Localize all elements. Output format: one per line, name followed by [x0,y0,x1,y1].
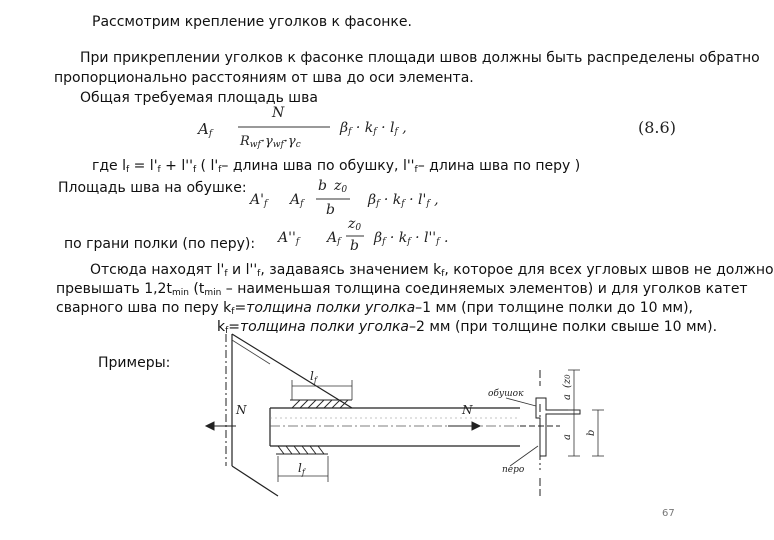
label-b: b [586,429,597,436]
eq2-numerator: b $z_0$ [318,178,348,195]
weld-butt-hatching [290,400,352,408]
intro-line: Рассмотрим крепление уголков к фасонке. [92,14,412,30]
eq3-coef: $A_f$ [327,230,341,247]
eq2-coef: $A_f$ [290,192,304,209]
eq3-denominator: b [350,238,359,254]
label-a2: a [562,434,573,440]
area-edge-label: по грани полки (по перу): [64,236,256,252]
section-dimensions [506,370,604,466]
eq2-denominator: b [326,202,335,218]
label-pero: перо [502,465,525,475]
eq2-rhs: $\beta_f \cdot k_f \cdot l'_f$ , [368,192,439,209]
eq1-rhs: $\beta_f \cdot k_f \cdot l_f$ , [340,120,407,137]
conclusion-line: сварного шва по перу $k_f=толщина$ полки уголка–1 мм (при толщине полки до 10 мм), [56,300,693,317]
total-area-heading: Общая требуемая площадь шва [80,90,318,106]
eq2-lhs: $A'_f$ [250,192,268,209]
conclusion-line: превышать $1,2t_{min}$ ($t_{min}$ – наименьшая толщина соединяемых элементов) и для уголков катет [56,281,748,298]
eq1-numerator: N [272,105,285,121]
page-number: 67 [662,508,675,519]
label-l-top: $l_f$ [310,369,317,385]
eq3-lhs: $A''_f$ [278,230,300,247]
label-N-left: N [236,403,247,417]
label-l-bottom: $l_f$ [298,461,305,477]
examples-label: Примеры: [98,355,171,371]
eq1-number: (8.6) [638,118,676,137]
label-z0: (z0 [562,374,573,388]
eq1-denominator: $R_{wf}\cdot\gamma_{wf}\cdot\gamma_c$ [240,134,301,150]
paragraph-line: При прикреплении уголков к фасонке площади швов должны быть распределены обратно [80,50,760,66]
area-butt-label: Площадь шва на обушке: [58,180,247,196]
label-N-right: N [462,403,473,417]
conclusion-line: Отсюда находят $l'_f$ и $l''_f$, задаваясь значением $k_f$, которое для всех угловых швов не должно [90,262,774,279]
eq3-rhs: $\beta_f \cdot k_f \cdot l''_f$ . [374,230,449,247]
where-line: где $l_f = l'_f + l''_f$ ( $l'_f-$ длина шва по обушку, $l''_f-$ длина шва по перу ) [92,158,581,175]
conclusion-line: $k_f=толщина$ полки уголка–2 мм (при толщине полки свыше 10 мм). [217,319,718,336]
eq1-lhs: $A_f$ [198,120,213,139]
angle-profile [270,408,520,446]
label-obushok: обушок [488,389,524,399]
label-a: a [562,394,573,400]
weld-edge-hatching [276,446,328,454]
eq3-numerator: $z_0$ [348,216,362,233]
force-arrow-right [448,422,480,430]
paragraph-line: пропорционально расстояниям от шва до оси элемента. [54,70,474,86]
